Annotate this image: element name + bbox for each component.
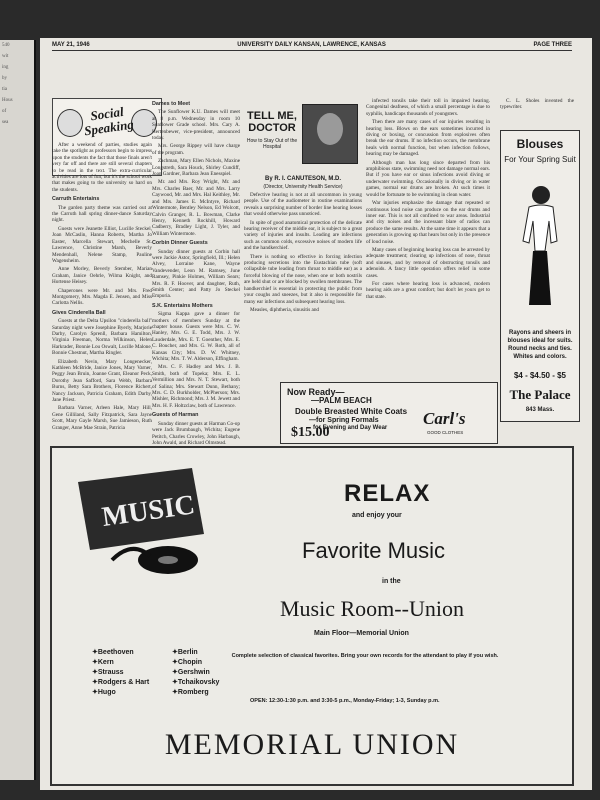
carls-logo: Carl's (423, 409, 466, 428)
article-paragraph: Many cases of beginning hearing loss can be arrested by adequate treatment; clearing up infections of nose, throat and sinuses, and by removal of obstructing tonsils and adenoids. A fancy little operation offers relief in some cases. (366, 246, 490, 279)
article-paragraph: Mrs. C. F. Hadley and Mrs. J. B. Smith, both of Topeka; Mrs. E. L. Vermillion and Mrs. N. T. Stewart, both of Salina; Mrs. Stewart Dunn, Bethany; Mrs. C. D. Burkholder, McPherson; Mrs. Mishler, Richmond; Mrs. J. M. Jewett and Mrs. H. F. Holtzclaw, both of Lawrence. (152, 364, 240, 409)
article-paragraph: Measles, diphtheria, sinusitis and (250, 306, 320, 313)
store-name: The Palace (509, 387, 571, 402)
article-paragraph: Then there are many cases of ear injuries resulting in hearing loss. Blows on the ears sometimes incurred in diving or boxing, or concussion from explosives often break the ear drums. If no infection occurs, the membrane heals with normal function, but when infection follows, hearing may be damaged. (366, 119, 490, 158)
ad-description: Rayons and sheers in blouses ideal for suits. Round necks and ties. Whites and colors. (507, 330, 573, 360)
blouses-ad (500, 130, 580, 422)
article-paragraph: Barbara Varner, Arleen Hale, Mary Hill, Gene Gilliland, Sally Fitzpatrick, Sara Jayne Scott, Mary Gayle Marsh, Sue Jamieson, Ruth Granger, Anne Mae Strain, Patricia (52, 405, 152, 431)
ad-line-5: for Evening and Day Wear (313, 425, 388, 431)
author-byline: By R. I. CANUTESON, M.D. (264, 176, 341, 182)
memorial-union-banner: MEMORIAL UNION (164, 728, 460, 761)
author-photo (302, 104, 358, 164)
article-paragraph: The Sunflower K.U. Dames will meet at 8 p.m. Wednesday in room 10 Sunflower Grade school. Mrs. Cary A. Hertenbewer, vice-president, announced today. (152, 109, 240, 142)
doctor-column-1 (244, 192, 362, 380)
man-face-icon (57, 109, 83, 137)
ad-line-4: —for Spring Formals (309, 417, 379, 424)
article-paragraph: Mr. and Mrs. Roy Wright, Mr. and Mrs. Charles Baer, Mr. and Mrs. Larry Caywood, Mr. and Mrs. Hal Keithley, Mr. and Mrs. James E. McIntyre, Richard Wintermote, Bentley Nelson, Ed Wolcott, Calvin Granger, R. L. Bowman, Clarke Henry, Kenneth Rockhill, Howard Cadberry, Bradley Light, J. Tyler, and William Wintermote. (152, 179, 240, 237)
typewriter-filler (500, 98, 574, 128)
article-paragraph: Guests at the Delta Upsilon "cinderella ball" Saturday night were Josephine Byerly, Marjorie Darby, Carolyn Sprenll, Barbara Hamilton, Virginia Freeman, Norma Wilkinson, Helen Harkrader, Bonnie Lou Oswalt, Lucille Malone, Bonnie Chestnut, Martha Ringler. (52, 318, 152, 357)
article-paragraph: Chaperones were Mr. and Mrs. Fred Montgomery, Mrs. Magda E. Jensen, and Miss Carlotta Nellis. (52, 287, 152, 307)
composer-item: ✦ Chopin (172, 658, 219, 668)
ad-headline: Blouses (516, 137, 564, 151)
composers-left (92, 648, 149, 698)
ad-favorite-music: Favorite Music (302, 538, 446, 563)
article-paragraph: Zachman, Mary Ellen Nichols, Maxine Longstreth, Sara Houck, Shirley Cundiff, Joan Gardner, Barbara Jean Enesspiel. (152, 158, 240, 178)
composer-item: ✦ Romberg (172, 688, 219, 698)
ad-prices: $4 - $4.50 - $5 (513, 371, 567, 380)
social-title: Social Speaking (83, 103, 135, 139)
ad-hours: OPEN: 12:30-1:30 p.m. and 3:30-5 p.m., Monday-Friday; 1-3, Sunday p.m. (250, 698, 440, 704)
ad-enjoy: and enjoy your (352, 512, 402, 519)
carls-logo-sub: GOOD CLOTHES (427, 430, 464, 435)
composer-item: ✦ Hugo (92, 688, 149, 698)
society-column-1 (52, 142, 152, 442)
article-paragraph: Defective hearing is not at all uncommon in young people. Use of the audiometer in routine examinations reveals a surprising number of border line hearing losses that would otherwise pass unnoticed. (244, 192, 362, 218)
composer-item: ✦ Rodgers & Hart (92, 678, 149, 688)
composers-right (172, 648, 219, 698)
ad-details: Complete selection of classical favorites. Bring your own records for the attendant to play if you wish. (231, 653, 499, 659)
column-title: TELL ME, DOCTOR (247, 110, 297, 134)
ad-line-1: Now Ready— (287, 387, 345, 397)
article-paragraph: Guests were Jeanette Elliot, Lucille Steckel, Joan McCaslin, Hanna Roberts, Martha Jo Easter, Marcella Stewart, Mechelle St. Lawrence, Christine Marsh, Beverly Mendenhall, Nelene Stamp, Pauline Wagensheim. (52, 225, 152, 264)
article-paragraph: Anne Morley, Beverly Stember, Marian Graham, Janice Oehrle, Wilma Knight, and Hortense Heisey. (52, 266, 152, 286)
carls-clothing-ad (280, 382, 498, 444)
article-heading: Guests of Harman (152, 412, 199, 419)
ad-price: $15.00 (291, 425, 330, 440)
article-paragraph: Elizabeth Nevin, Mary Longenecker, Kathleen McBride, Janice Jones, Mary Varner, Peggy Jean Bruin, Joanne Grant, Eleanor Peck, Dorothy Jean Safford, Sara Webb, Barbara Burns, Betty Sara Brothers, Florence Richert, Nancy Jackson, Patricia Graham, Edith Darby, Jane Priest. (52, 358, 152, 404)
article-heading: Carruth Entertains (52, 196, 100, 203)
store-address: 843 Mass. (525, 407, 555, 413)
ad-music-room: Music Room--Union (280, 596, 464, 621)
ad-location: Main Floor—Memorial Union (314, 630, 409, 637)
composer-item: ✦ Gershwin (172, 668, 219, 678)
ad-line-2: —PALM BEACH (311, 396, 372, 405)
woman-figure-illustration (515, 181, 565, 311)
article-paragraph: For cases where hearing loss is advanced, modern hearing aids are a great comfort; but don't let yours get to that state. (366, 280, 490, 300)
page-number: PAGE THREE (533, 42, 572, 48)
music-sign-illustration (72, 464, 212, 584)
ad-headline-relax: RELAX (344, 480, 431, 507)
article-heading: Dames to Meet (152, 101, 191, 107)
social-intro: After a weekend of parties, studies again take the spotlight as professors begin to impress upon the students the fact that those finals aren't very far off and there are still several chapters to be read in the text. The extra-curricular activities are lots of fun, but it's the school work that makes going to the university so hard on the students. (52, 142, 152, 193)
issue-date: MAY 21, 1946 (52, 42, 90, 48)
adjacent-page-edge: 540 wit ing by tia Hous of sea (0, 40, 36, 780)
composer-item: ✦ Tchaikovsky (172, 678, 219, 688)
article-paragraph: Sigma Kappa gave a dinner for mothers of members Sunday at the chapter house. Guests were Mrs. C. W. Hanley, Mrs. G. E. Todd, Mrs. J. W. Lauderdale, Mrs. E. T. Goenther, Mrs. E. C. Boucher, and Mrs. G. W. Roth, all of Kansas City; Mrs. D. W. Whitney, Wichita; Mrs. T. W. Alderson, Effingham. (152, 311, 240, 363)
society-column-2 (152, 98, 240, 446)
article-heading: Gives Cinderella Ball (52, 309, 106, 316)
article-paragraph: In spite of good anatomical protection of the delicate hearing receiver of the middle ear, it is subject to a great variety of injuries and insults. Leading are infections such as common colds, excessive noises of modern life and the handkerchief. (244, 219, 362, 252)
doctor-column-2 (366, 98, 490, 380)
column-subtitle: How to Stay Out of the Hospital (246, 138, 298, 150)
ad-line-3: Double Breasted White Coats (295, 407, 408, 416)
composer-item: ✦ Berlin (172, 648, 219, 658)
article-heading: S.K. Entertains Mothers (152, 302, 213, 309)
paper-name: UNIVERSITY DAILY KANSAN, LAWRENCE, KANSAS (237, 42, 386, 48)
tell-me-doctor-header (244, 96, 362, 164)
article-paragraph: War injuries emphasize the damage that repeated or continuous loud noise can produce on the ear drums and inner ear. This is not all confined to war areas. Industrial and city noises and the incessant blare of radios can produce the same results. At the same time it appears that a generation is growing up that hears but only in the presence of loud noise. (366, 200, 490, 245)
filler-text: C. L. Sholes invented the typewriter. (500, 98, 574, 111)
article-paragraph: Mrs. George Rippey will have charge of the program. (152, 143, 240, 156)
article-paragraph: There is nothing so effective in forcing infection producing secretions into the Eustachian tube (soft collapsible tube leading from throat to middle ear) as a forceful blowing of the nose, when one or both nostrils are held shut or are blocked by swollen membranes. The handkerchief is essential in protecting the public from your coughs and sneezes, but it also is responsible for many ear infections and subsequent hearing loss. (244, 253, 362, 305)
masthead (52, 42, 572, 51)
article-paragraph: Sunday dinner guests at Corbin hall were Jackie Astor, Springfield, Ill.; Helen Alvey, Lorraine Kane, Wayne Vandevender, Leon M. Ramsey, June Ramsey, Pinkie Holmes, William Sears; Mrs. R. F. Hoover, and daughter, Ruth, Smith Center; and Patty Jo Steckel Emporia. (152, 248, 240, 300)
composer-item: ✦ Beethoven (92, 648, 149, 658)
ad-subheadline: For Your Spring Suit (504, 155, 576, 164)
article-paragraph: The garden party theme was carried out at the Carruth hall spring dinner-dance Saturday night. (52, 204, 152, 224)
ad-in-the: in the (382, 578, 401, 585)
music-sign-text: MUSIC (100, 489, 197, 534)
composer-item: ✦ Kern (92, 658, 149, 668)
composer-item: ✦ Strauss (92, 668, 149, 678)
article-paragraph: Although man has long since departed from his amphibious state, swimming need not damage normal ears. But if you have ear or sinus infections avoid diving or underwater swimming. Occasionally in diving or in water games, normal ear drums are broken. At such times it would be fortunate to be swimming in clean water. (366, 159, 490, 198)
music-room-ad (50, 446, 574, 786)
article-heading: Corbin Dinner Guests (152, 240, 208, 247)
article-paragraph: infected tonsils take their toll in impaired hearing. Congenital deafness, of which a small percentage is due to syphilis, handicaps thousands of youngsters. (366, 98, 490, 117)
article-paragraph: Sunday dinner guests at Harman Co-op were Jack Brumbaugh, Wichita; Eugene Petitch, Charles Crowley, John Harbaugh, John Awald, and Richard Olmstead. (152, 420, 240, 446)
author-role: (Director, University Health Service) (263, 184, 343, 190)
